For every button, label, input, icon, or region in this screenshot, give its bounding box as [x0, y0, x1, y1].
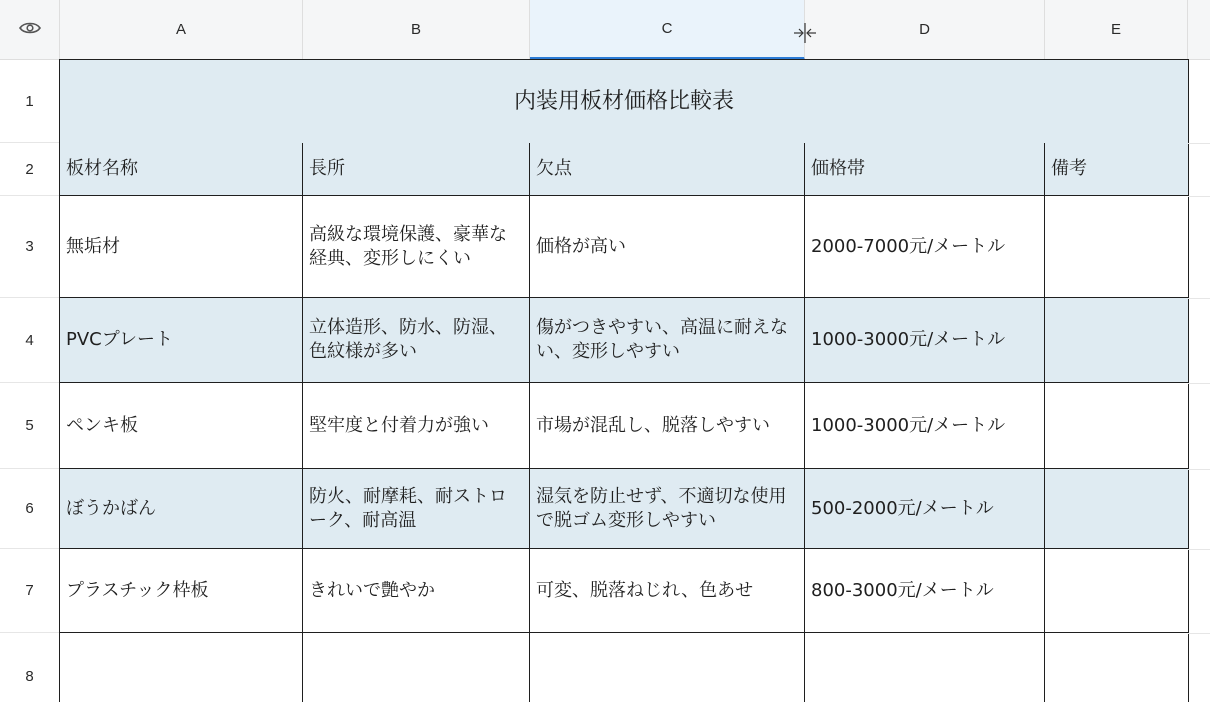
row-header-1[interactable]: 1: [0, 60, 60, 143]
cell-a5[interactable]: ペンキ板: [59, 383, 303, 469]
cell-c6[interactable]: 湿気を防止せず、不適切な使用で脱ゴム変形しやすい: [530, 469, 805, 549]
cell-b7[interactable]: きれいで艶やか: [303, 549, 530, 633]
row-header-8[interactable]: 8: [0, 633, 60, 702]
header-cell-board-name[interactable]: 板材名称: [59, 143, 303, 196]
column-header-overflow: [1188, 0, 1210, 60]
gridline: [1188, 469, 1210, 470]
column-header-a[interactable]: A: [60, 0, 303, 60]
header-cell-price[interactable]: 価格帯: [805, 143, 1045, 196]
cell-d8[interactable]: [805, 633, 1045, 702]
row-header-6[interactable]: 6: [0, 469, 60, 549]
cell-e7[interactable]: [1045, 549, 1189, 633]
column-header-c[interactable]: C: [530, 0, 805, 60]
gridline: [1188, 383, 1210, 384]
cell-e3[interactable]: [1045, 196, 1189, 298]
row-header-2[interactable]: 2: [0, 143, 60, 196]
column-header-b[interactable]: B: [303, 0, 530, 60]
row-header-7[interactable]: 7: [0, 549, 60, 633]
cell-b6[interactable]: 防火、耐摩耗、耐ストローク、耐高温: [303, 469, 530, 549]
cell-d3[interactable]: 2000-7000元/メートル: [805, 196, 1045, 298]
cell-d6[interactable]: 500-2000元/メートル: [805, 469, 1045, 549]
gridline: [1188, 196, 1210, 197]
table-title: 内装用板材価格比較表: [513, 88, 734, 114]
eye-icon[interactable]: [19, 20, 41, 39]
cell-e6[interactable]: [1045, 469, 1189, 549]
gridline: [1188, 298, 1210, 299]
cell-b3[interactable]: 高級な環境保護、豪華な経典、変形しにくい: [303, 196, 530, 298]
gridline: [1188, 143, 1210, 144]
header-cell-cons[interactable]: 欠点: [530, 143, 805, 196]
cell-e5[interactable]: [1045, 383, 1189, 469]
cell-c3[interactable]: 価格が高い: [530, 196, 805, 298]
cell-a6[interactable]: ぼうかばん: [59, 469, 303, 549]
cell-a8[interactable]: [59, 633, 303, 702]
select-all-corner[interactable]: [0, 0, 60, 60]
cell-a7[interactable]: プラスチック枠板: [59, 549, 303, 633]
cell-c8[interactable]: [530, 633, 805, 702]
column-resize-icon[interactable]: [792, 22, 818, 44]
column-header-e[interactable]: E: [1045, 0, 1188, 60]
cell-c5[interactable]: 市場が混乱し、脱落しやすい: [530, 383, 805, 469]
row-header-4[interactable]: 4: [0, 298, 60, 383]
cell-a4[interactable]: PVCプレート: [59, 298, 303, 383]
row-header-5[interactable]: 5: [0, 383, 60, 469]
header-cell-pros[interactable]: 長所: [303, 143, 530, 196]
cell-d4[interactable]: 1000-3000元/メートル: [805, 298, 1045, 383]
cell-b4[interactable]: 立体造形、防水、防湿、色紋様が多い: [303, 298, 530, 383]
table-title-cell[interactable]: [59, 59, 1189, 144]
gridline: [1188, 549, 1210, 550]
cell-d5[interactable]: 1000-3000元/メートル: [805, 383, 1045, 469]
cell-c7[interactable]: 可変、脱落ねじれ、色あせ: [530, 549, 805, 633]
cell-b5[interactable]: 堅牢度と付着力が強い: [303, 383, 530, 469]
header-cell-notes[interactable]: 備考: [1045, 143, 1189, 196]
column-header-d[interactable]: D: [805, 0, 1045, 60]
cell-b8[interactable]: [303, 633, 530, 702]
cell-e4[interactable]: [1045, 298, 1189, 383]
row-header-3[interactable]: 3: [0, 196, 60, 298]
cell-d7[interactable]: 800-3000元/メートル: [805, 549, 1045, 633]
cell-c4[interactable]: 傷がつきやすい、高温に耐えない、変形しやすい: [530, 298, 805, 383]
cell-e8[interactable]: [1045, 633, 1189, 702]
cell-a3[interactable]: 無垢材: [59, 196, 303, 298]
gridline: [1188, 633, 1210, 634]
